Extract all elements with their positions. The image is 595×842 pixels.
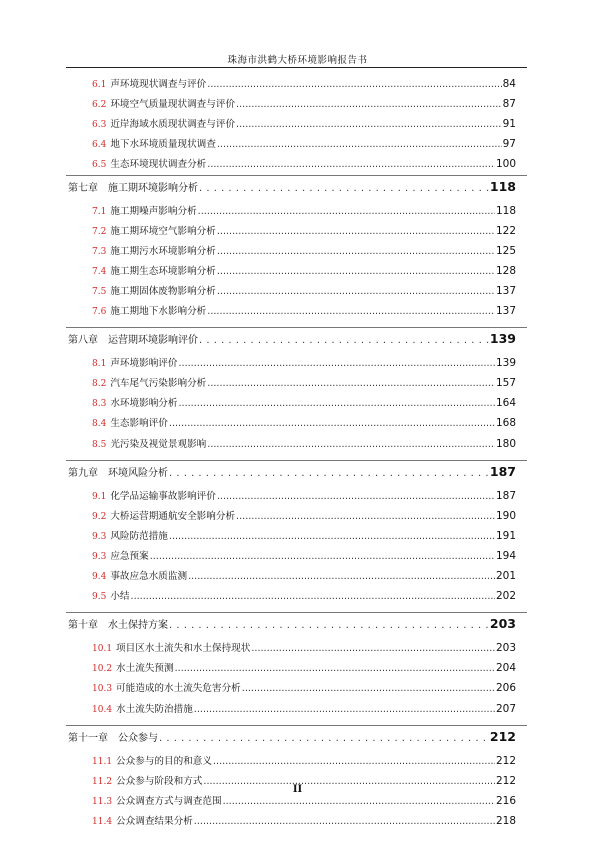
dot-leader [207,79,501,91]
toc-entry-page: 118 [495,204,516,217]
toc-entry[interactable] [92,815,516,828]
dot-leader [199,183,489,195]
toc-entry[interactable] [92,530,516,543]
toc-chapter-page: 212 [489,728,516,744]
toc-entry[interactable] [92,510,516,523]
chapter-divider [66,327,527,328]
toc-entry-title: 施工期污水环境影响分析 [110,245,216,257]
toc-chapter-page: 203 [489,616,516,632]
dot-leader [236,99,502,111]
toc-entry-title: 风险防范措施 [110,530,168,542]
toc-entry-title: 公众参与阶段和方式 [116,775,203,787]
toc-entry-page: 122 [495,224,516,237]
toc-entry-page: 100 [495,158,516,171]
dot-leader [150,551,495,563]
toc-entry-number: 11.4 [92,816,113,827]
toc-chapter[interactable] [68,178,516,195]
toc-chapter[interactable] [68,618,516,632]
toc-entry-title: 化学品运输事故影响评价 [110,490,216,502]
toc-entry-title: 水土流失预测 [116,663,174,675]
toc-entry-title: 公众参与的目的和意义 [116,755,212,767]
toc-entry-page: 139 [495,357,516,370]
toc-entry-page: 218 [495,814,516,827]
toc-chapter-label: 第十章 [68,620,98,632]
toc-entry[interactable] [92,755,516,768]
toc-entry-number: 7.2 [92,226,107,237]
toc-entry-page: 202 [495,590,516,603]
toc-entry-number: 9.1 [92,491,107,502]
toc-entry-number: 6.1 [92,80,107,90]
toc-entry-number: 6.2 [92,100,107,111]
toc-entry-number: 11.1 [92,756,113,767]
toc-entry-page: 207 [495,702,516,715]
dot-leader [213,756,495,768]
toc-entry-page: 191 [495,529,516,542]
page-number: II [292,784,303,795]
toc-entry-number: 7.3 [92,246,107,257]
toc-entry[interactable] [92,397,516,410]
toc-entry-number: 8.4 [92,419,107,430]
dot-leader [178,358,494,370]
toc-entry-number: 7.5 [92,286,107,297]
toc-entry-number: 9.5 [92,592,107,603]
toc-chapter-title: 运营期环境影响评价 [108,335,198,347]
toc-entry-number: 9.3 [92,551,107,562]
dot-leader [217,139,502,151]
toc-entry-page: 137 [495,305,516,317]
toc-entry[interactable] [92,78,516,91]
dot-leader [223,796,495,808]
chapter-divider [66,725,527,726]
toc-entry-number: 6.3 [92,120,107,131]
dot-leader [217,246,495,258]
toc-entry-number: 8.1 [92,359,107,370]
toc-entry-page: 137 [495,284,516,297]
toc-chapter-title: 公众参与 [118,732,158,744]
toc-entry-number: 7.6 [92,307,107,317]
chapter-divider [66,460,527,461]
toc-entry-page: 97 [502,138,516,151]
toc-entry[interactable] [92,550,516,563]
toc-chapter-label: 第九章 [68,467,98,479]
toc-chapter-page: 187 [489,463,516,479]
dot-leader [217,226,495,238]
dot-leader [207,306,495,318]
toc-entry-title: 大桥运营期通航安全影响分析 [110,510,236,522]
toc-chapter-page: 139 [489,331,516,347]
dot-leader [178,398,494,410]
dot-leader [169,620,489,632]
dot-leader [242,683,495,695]
toc-entry[interactable] [92,795,516,808]
toc-entry-number: 10.3 [92,684,113,695]
toc-entry[interactable] [92,265,516,278]
dot-leader [194,704,495,716]
toc-entry-title: 地下水环境质量现状调查 [110,139,216,151]
toc-entry-page: 204 [495,662,516,675]
toc-entry-number: 10.4 [92,704,113,715]
chapter-divider [66,612,527,613]
toc-entry[interactable] [92,357,516,370]
toc-entry-number: 8.3 [92,399,107,410]
toc-entry-page: 187 [495,489,516,502]
toc-entry[interactable] [92,703,516,716]
toc-entry-page: 194 [495,549,516,562]
toc-entry[interactable] [92,305,516,318]
toc-entry-title: 施工期地下水影响分析 [110,306,207,317]
toc-entry[interactable] [92,245,516,258]
dot-leader [251,643,495,655]
toc-entry-number: 9.2 [92,511,107,522]
toc-entry-title: 水土流失防治措施 [116,703,193,715]
toc-entry-title: 施工期环境空气影响分析 [110,225,216,237]
toc-entry-title: 水环境影响分析 [110,398,178,410]
toc-entry-page: 164 [495,397,516,410]
dot-leader [194,816,495,828]
toc-entry[interactable] [92,417,516,430]
toc-entry-number: 10.2 [92,664,113,675]
toc-entry-title: 生态影响评价 [110,418,168,430]
toc-entry-title: 应急预案 [110,550,149,562]
toc-entry-number: 7.1 [92,206,107,217]
toc-entry-page: 125 [495,244,516,257]
toc-entry-page: 216 [495,794,516,807]
toc-entry-number: 11.2 [92,776,113,787]
toc-chapter-page: 118 [489,178,516,194]
toc-entry-title: 事故应急水质监测 [110,571,188,582]
dot-leader [175,663,495,675]
toc-chapter-title: 环境风险分析 [108,467,168,479]
dot-leader [207,378,495,390]
toc-entry-number: 10.1 [92,644,113,655]
dot-leader [188,571,495,583]
toc-entry[interactable] [92,377,516,390]
toc-entry-page: 180 [495,437,516,450]
toc-entry-number: 8.2 [92,379,107,390]
toc-entry[interactable] [92,662,516,675]
toc-entry-number: 11.3 [92,796,113,807]
toc-entry[interactable] [92,158,516,171]
toc-entry-title: 公众调查方式与调查范围 [116,795,222,807]
toc-chapter[interactable] [68,463,516,480]
toc-entry-page: 212 [495,774,516,787]
toc-chapter[interactable] [68,728,516,745]
toc-entry[interactable] [92,570,516,583]
toc-entry[interactable] [92,225,516,238]
toc-entry[interactable] [92,138,516,151]
toc-entry-number: 7.4 [92,266,107,277]
toc-entry-page: 87 [502,98,516,111]
toc-entry-number: 9.3 [92,531,107,542]
toc-entry[interactable] [92,490,516,503]
dot-leader [236,119,502,131]
toc-entry-title: 小结 [110,591,130,603]
toc-entry-title: 施工期噪声影响分析 [110,205,197,217]
dot-leader [199,335,489,347]
toc-chapter[interactable] [68,333,516,347]
toc-entry[interactable] [92,285,516,298]
dot-leader [236,511,495,523]
toc-entry[interactable] [92,98,516,111]
toc-chapter-title: 施工期环境影响分析 [108,182,198,194]
toc-entry[interactable] [92,682,516,695]
toc-entry-page: 190 [495,509,516,522]
toc-chapter-label: 第七章 [68,182,98,194]
page-header: 珠海市洪鹤大桥环境影响报告书 [227,55,368,66]
toc-entry-title: 汽车尾气污染影响分析 [110,378,207,390]
toc-entry-number: 6.4 [92,140,107,151]
dot-leader [169,418,495,430]
dot-leader [159,733,489,745]
toc-entry-title: 项目区水土流失和水土保持现状 [116,643,251,655]
toc-entry-page: 206 [495,682,516,695]
toc-entry-number: 9.4 [92,572,107,582]
toc-entry[interactable] [92,438,516,451]
toc-entry-number: 8.5 [92,439,107,450]
toc-chapter-label: 第八章 [68,335,98,347]
toc-entry-page: 128 [495,264,516,277]
toc-entry-number: 6.5 [92,160,107,171]
toc-entry[interactable] [92,118,516,131]
toc-entry-page: 91 [502,118,516,131]
toc-entry-page: 201 [495,570,516,582]
toc-entry-title: 生态环境现状调查分析 [110,159,207,171]
toc-entry-title: 可能造成的水土流失危害分析 [116,683,241,695]
toc-entry-title: 近岸海域水质现状调查与评价 [110,119,236,131]
toc-entry-page: 212 [495,754,516,767]
toc-entry-page: 203 [495,642,516,655]
dot-leader [169,468,489,480]
toc-entry[interactable] [92,642,516,655]
toc-entry-title: 施工期生态环境影响分析 [110,265,216,277]
dot-leader [217,286,495,298]
toc-entry-title: 施工期固体废物影响分析 [110,285,216,297]
dot-leader [198,206,495,218]
dot-leader [131,591,495,603]
dot-leader [169,531,495,543]
toc-entry-title: 声环境现状调查与评价 [110,79,207,90]
dot-leader [207,439,495,451]
toc-chapter-label: 第十一章 [68,732,108,744]
toc-entry-title: 光污染及视觉景观影响 [110,438,207,450]
dot-leader [217,491,495,503]
dot-leader [217,266,495,278]
toc-entry-page: 168 [495,417,516,430]
toc-entry-title: 声环境影响评价 [110,358,178,370]
toc-entry-page: 157 [495,377,516,390]
toc-entry[interactable] [92,205,516,218]
chapter-divider [66,175,527,176]
toc-entry[interactable] [92,590,516,603]
toc-entry-title: 环境空气质量现状调查与评价 [110,99,236,111]
toc-entry-page: 84 [502,78,516,90]
toc-chapter-title: 水土保持方案 [108,620,168,632]
dot-leader [207,159,495,171]
toc-entry-title: 公众调查结果分析 [116,815,193,827]
